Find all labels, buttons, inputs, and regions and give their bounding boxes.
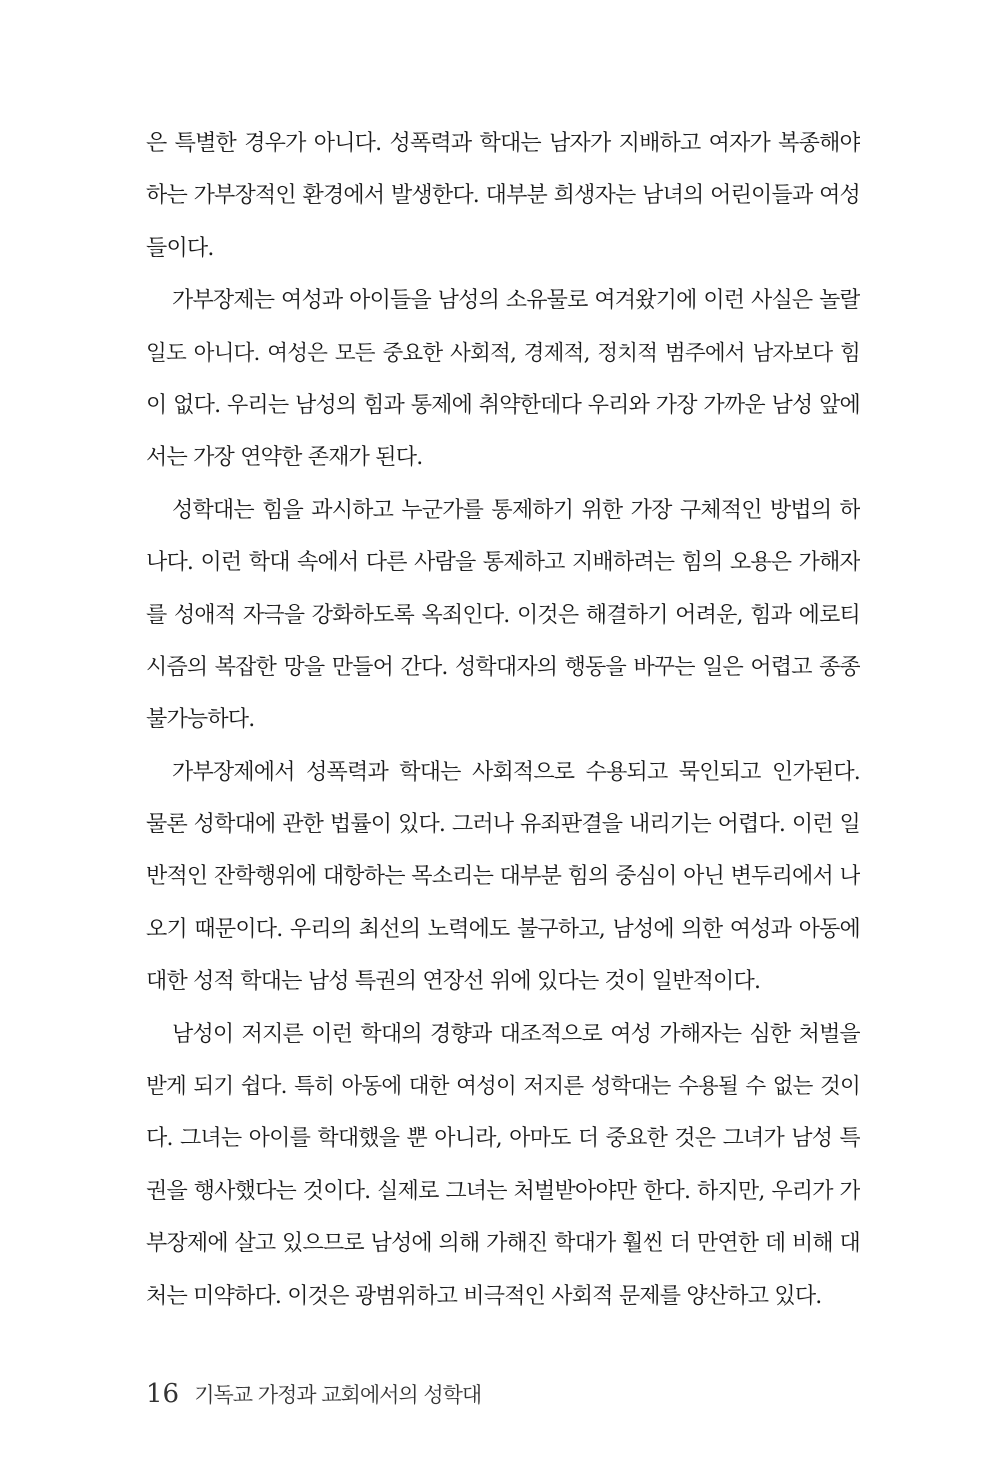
text-line: 물론 성학대에 관한 법률이 있다. 그러나 유죄판결을 내리기는 어렵다. 이런 일 [146,812,860,838]
page-footer [146,1374,481,1414]
text-line: 은 특별한 경우가 아니다. 성폭력과 학대는 남자가 지배하고 여자가 복종해야 [146,131,860,156]
text-line: 일도 아니다. 여성은 모든 중요한 사회적, 경제적, 정치적 범주에서 남자보다 힘 [146,340,860,366]
text-line: 나다. 이런 학대 속에서 다른 사람을 통제하고 지배하려는 힘의 오용은 가해자 [146,550,860,576]
text-line: 를 성애적 자극을 강화하도록 옥죄인다. 이것은 해결하기 어려운, 힘과 에로티 [146,602,860,628]
text-line: 다. 그녀는 아이를 학대했을 뿐 아니라, 아마도 더 중요한 것은 그녀가 남성 특 [146,1126,860,1152]
text-line: 오기 때문이다. 우리의 최선의 노력에도 불구하고, 남성에 의한 여성과 아동에 [146,916,860,942]
text-line: 반적인 잔학행위에 대항하는 목소리는 대부분 힘의 중심이 아닌 변두리에서 나 [146,864,860,890]
paragraph-first-line: 가부장제에서 성폭력과 학대는 사회적으로 수용되고 묵인되고 인가된다. [172,759,860,785]
text-line: 서는 가장 연약한 존재가 된다. [146,445,423,471]
text-line: 시즘의 복잡한 망을 만들어 간다. 성학대자의 행동을 바꾸는 일은 어렵고 종종 [146,654,860,680]
text-line: 하는 가부장적인 환경에서 발생한다. 대부분 희생자는 남녀의 어린이들과 여성 [146,183,860,209]
paragraph-first-line: 가부장제는 여성과 아이들을 남성의 소유물로 여겨왔기에 이런 사실은 놀랄 [172,288,860,314]
text-line: 권을 행사했다는 것이다. 실제로 그녀는 처벌받아야만 한다. 하지만, 우리가 가 [146,1178,860,1204]
paragraph-first-line: 남성이 저지른 이런 학대의 경향과 대조적으로 여성 가해자는 심한 처벌을 [172,1021,860,1047]
running-title: 기독교 가정과 교회에서의 성학대 [194,1383,482,1407]
text-line: 부장제에 살고 있으므로 남성에 의해 가해진 학대가 훨씬 더 만연한 데 비해 대 [146,1231,860,1257]
text-line: 대한 성적 학대는 남성 특권의 연장선 위에 있다는 것이 일반적이다. [146,969,761,995]
text-line: 들이다. [146,235,214,261]
page-number: 16 [146,1379,180,1409]
text-line: 불가능하다. [146,707,255,733]
text-line: 이 없다. 우리는 남성의 힘과 통제에 취약한데다 우리와 가장 가까운 남성 앞에 [146,392,860,418]
text-line: 처는 미약하다. 이것은 광범위하고 비극적인 사회적 문제를 양산하고 있다. [146,1283,822,1309]
text-line: 받게 되기 쉽다. 특히 아동에 대한 여성이 저지른 성학대는 수용될 수 없는 것이 [146,1074,860,1100]
paragraph-first-line: 성학대는 힘을 과시하고 누군가를 통제하기 위한 가장 구체적인 방법의 하 [172,497,860,523]
body-text [146,118,860,1323]
